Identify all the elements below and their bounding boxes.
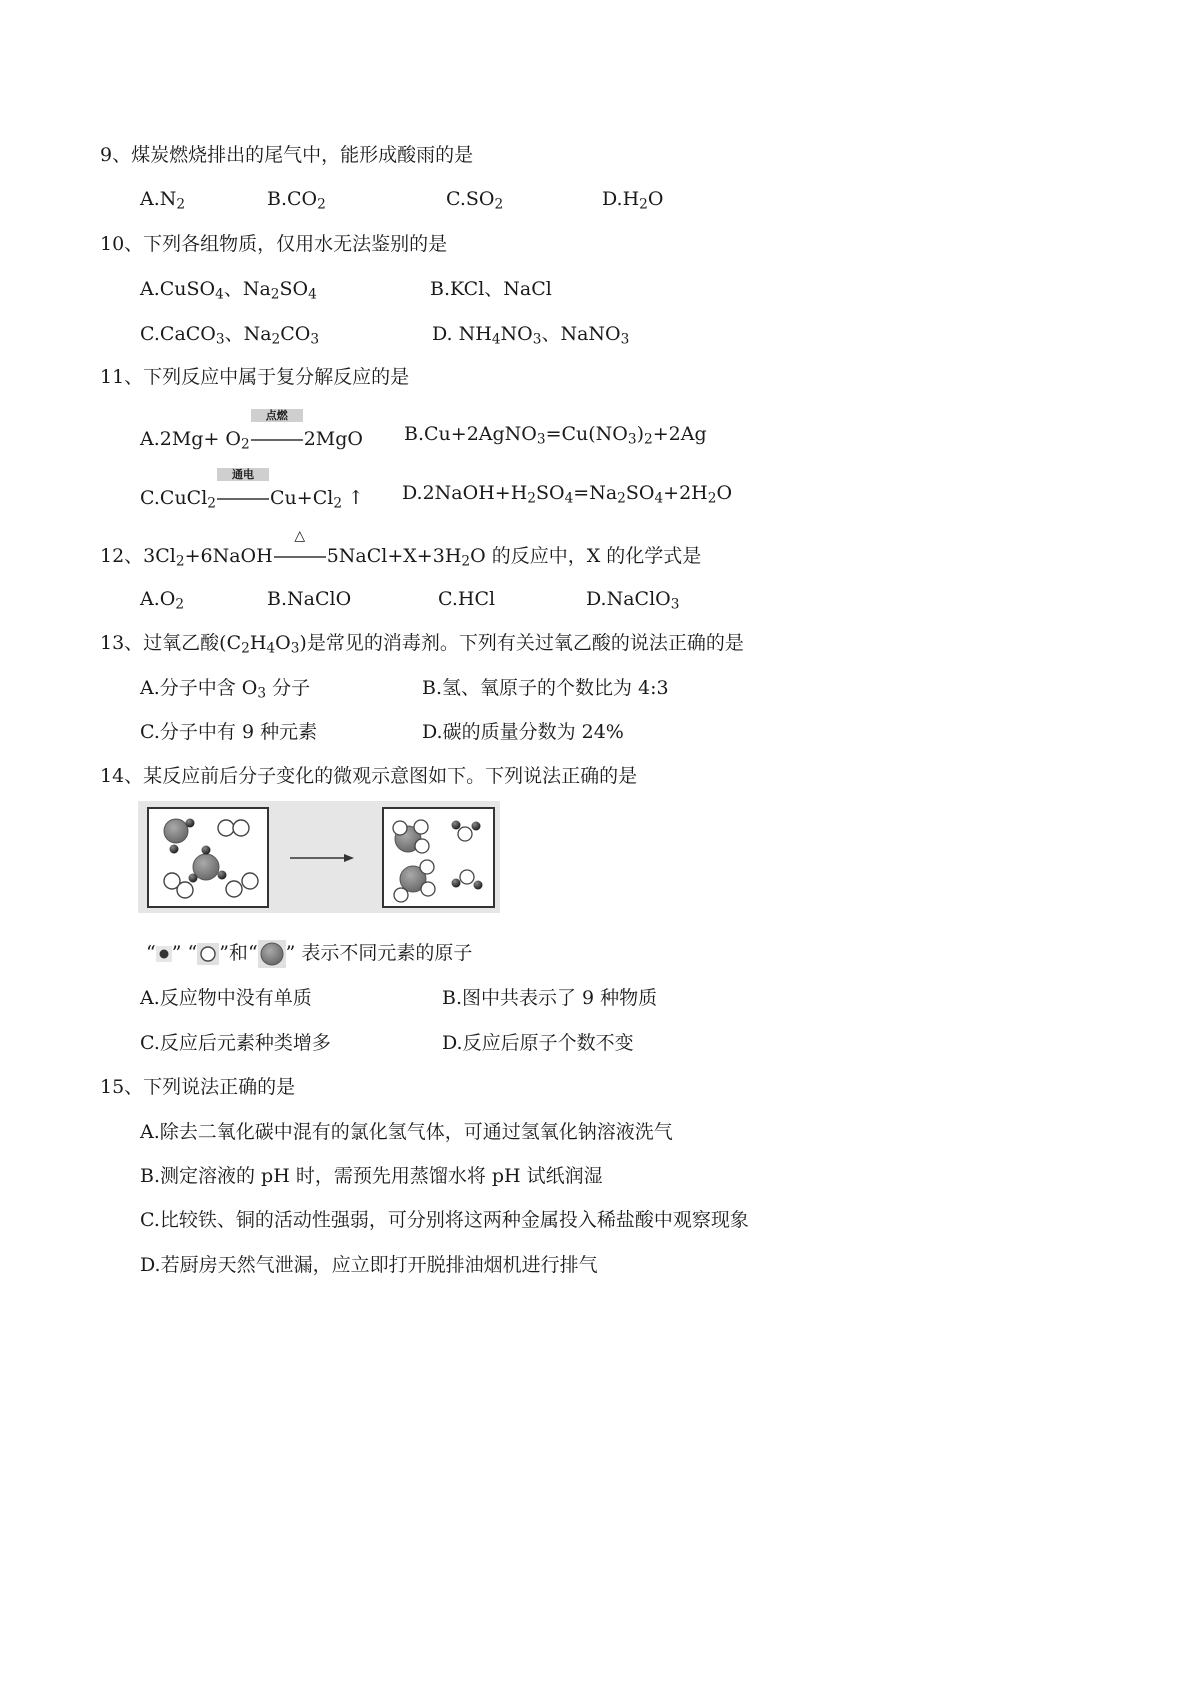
question-14-stem: 14、某反应前后分子变化的微观示意图如下。下列说法正确的是 [100,765,638,787]
question-12-stem: 12、$3Cl_2+6NaOH$ △ $5NaCl+X+3H_2O$ 的反应中，X 的化学式是 [100,528,702,570]
q9-option-b: $B.CO_2$ [267,188,326,213]
q14-option-b: B.图中共表示了 9 种物质 [442,987,658,1009]
question-11-stem: 11、下列反应中属于复分解反应的是 [100,366,410,388]
q11-option-a: $A.2Mg+ O_2$ 点燃 2MgO [140,409,364,453]
q15-option-b: B.测定溶液的 pH 时，需预先用蒸馏水将 pH 试纸润湿 [140,1165,603,1187]
q15-option-a: A.除去二氧化碳中混有的氯化氢气体，可通过氢氧化钠溶液洗气 [140,1121,673,1143]
condition-ignite: 点燃 [251,425,303,447]
q9-option-d: $D.H_2O$ [602,188,664,213]
q11-option-c: C.CuCl$_2$ 通电 $Cu+Cl_2$ ↑ [140,468,364,512]
q15-option-d: D.若厨房天然气泄漏，应立即打开脱排油烟机进行排气 [140,1254,598,1276]
large-gray-atom-icon [258,940,286,968]
q9-option-c: $C.SO_2$ [446,188,504,213]
q12-option-a: $A.O_2$ [140,588,185,613]
atom-legend: “ ” “ ”和“ ” 表示不同元素的原子 [146,940,472,968]
q12-option-d: D.NaClO$_3$ [586,588,680,613]
q9-option-a: $A.N_2$ [140,188,186,213]
white-atom-icon [197,943,219,965]
q11-option-b: $B.Cu+2AgNO_3=Cu(NO_3)_2+2Ag$ [404,423,707,448]
q15-option-c: C.比较铁、铜的活动性强弱，可分别将这两种金属投入稀盐酸中观察现象 [140,1209,749,1231]
q11-option-d: $D.2NaOH+H_2SO_4=Na_2SO_4+2H_2O$ [402,482,733,507]
question-9-stem: 9、煤炭燃烧排出的尾气中，能形成酸雨的是 [100,144,474,166]
q14-option-c: C.反应后元素种类增多 [140,1032,331,1054]
q10-option-b: B.KCl、NaCl [430,278,552,300]
condition-heat: △ [274,542,326,564]
question-15-stem: 15、下列说法正确的是 [100,1076,296,1098]
condition-electrify: 通电 [217,484,269,506]
q13-option-a: A.分子中含 $O_3$ 分子 [140,677,311,702]
molecule-reaction-diagram [138,801,500,913]
q14-option-a: A.反应物中没有单质 [140,987,312,1009]
q10-option-a: A.CuSO$_4$、$Na_2SO_4$ [140,278,317,303]
question-13-stem: 13、过氧乙酸$(C_2H_4O_3)$是常见的消毒剂。下列有关过氧乙酸的说法正确的是 [100,632,744,657]
small-dark-atom-icon [156,946,172,962]
q12-option-b: B.NaClO [267,588,352,610]
q10-option-d: D. $NH_4NO_3$、NaNO$_3$ [432,323,630,348]
q13-option-c: C.分子中有 9 种元素 [140,721,318,743]
q12-option-c: C.HCl [438,588,496,610]
q13-option-d: D.碳的质量分数为 24% [422,721,624,743]
q10-option-c: C.CaCO$_3$、$Na_2CO_3$ [140,323,320,348]
q14-option-d: D.反应后原子个数不变 [442,1032,634,1054]
q13-option-b: B.氢、氧原子的个数比为 4:3 [422,677,669,699]
question-10-stem: 10、下列各组物质，仅用水无法鉴别的是 [100,233,448,255]
